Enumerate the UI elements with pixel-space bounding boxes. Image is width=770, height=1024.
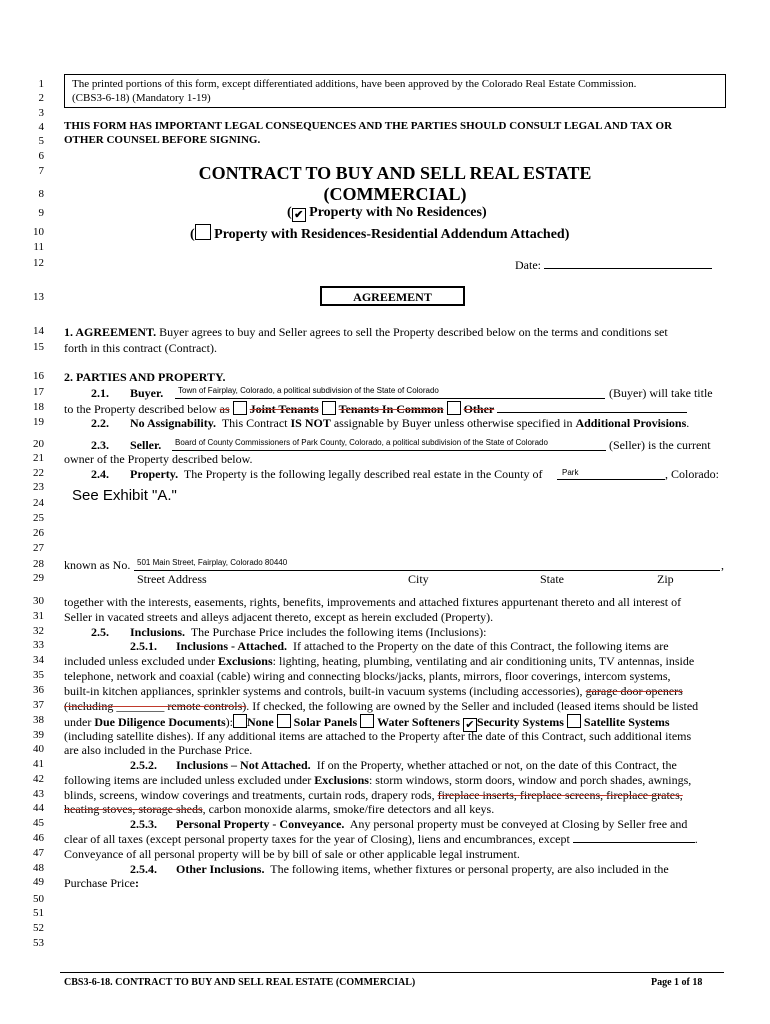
section-2-4-end: , Colorado: [665, 467, 719, 481]
fireplace-items-struck: fireplace inserts, fireplace screens, fireplace grates, [437, 788, 683, 802]
line-47: Conveyance of all personal property will be by bill of sale or other applicable legal instrument. [64, 847, 520, 861]
line-number: 48 [33, 862, 44, 874]
line-number: 38 [33, 714, 44, 726]
other-checkbox[interactable] [447, 401, 461, 415]
due-diligence-ref: Due Diligence Documents [94, 715, 226, 729]
joint-tenants-checkbox[interactable] [233, 401, 247, 415]
line-number: 35 [33, 669, 44, 681]
other-label: Other [463, 402, 495, 416]
exclusions-ref-2: Exclusions [314, 773, 369, 787]
line-number: 40 [33, 743, 44, 755]
line-number: 49 [33, 876, 44, 888]
section-2-2-text-a: This Contract [221, 416, 288, 430]
line-49-colon: : [134, 876, 139, 890]
address-comma: , [721, 558, 724, 572]
line-number: 36 [33, 684, 44, 696]
line-number: 1 [38, 78, 44, 90]
section-2-5-label: Inclusions. [130, 625, 186, 639]
option-with-residences-label: Property with Residences-Residential Addendum Attached) [214, 227, 570, 242]
section-2-5-1-label: Inclusions - Attached. [176, 639, 288, 653]
line-number: 26 [33, 527, 44, 539]
commission-notice-line1: The printed portions of this form, except differentiated additions, have been approved by the Colorado Real Estate Commission. [72, 78, 637, 90]
section-2-4-text [130, 467, 542, 481]
line-number: 46 [33, 832, 44, 844]
warning-line2: OTHER COUNSEL BEFORE SIGNING. [64, 134, 261, 146]
line-34-b: : lighting, heating, plumbing, ventilating and air conditioning units, TV antennas, inside [272, 654, 695, 668]
line-42-a: following items are included unless excluded under [64, 773, 312, 787]
line-number: 12 [33, 257, 44, 269]
line-42 [64, 773, 691, 787]
no-residences-checkbox[interactable]: ✔ [292, 208, 306, 222]
line-number: 15 [33, 341, 44, 353]
line-49-a: Purchase Price [64, 876, 135, 890]
section-2-4-label: Property. [130, 467, 179, 481]
warning-line1: THIS FORM HAS IMPORTANT LEGAL CONSEQUENCES AND THE PARTIES SHOULD CONSULT LEGAL AND TAX OR [64, 120, 673, 132]
line-36-a: built-in kitchen appliances, sprinkler systems and controls, built-in vacuum systems (including accessories), [64, 684, 583, 698]
other-input[interactable] [497, 402, 687, 413]
line-39: (including satellite dishes). If any additional items are attached to the Property after the date of this Contract, such additional items [64, 729, 692, 743]
known-as-label: known as No. [64, 558, 131, 572]
garage-door-openers-struck: garage door openers [585, 684, 683, 698]
personal-property-except-input[interactable] [573, 832, 695, 843]
section-1-heading: 1. AGREEMENT. [64, 325, 157, 339]
none-checkbox[interactable] [233, 714, 247, 728]
line-number: 50 [33, 893, 44, 905]
line-number: 19 [33, 416, 44, 428]
line-number: 45 [33, 817, 44, 829]
line-number: 31 [33, 610, 44, 622]
line-number: 53 [33, 937, 44, 949]
additional-provisions-ref: Additional Provisions [575, 416, 687, 430]
water-softeners-label: Water Softeners [377, 715, 460, 729]
zip-label: Zip [657, 572, 674, 586]
joint-tenants-label: Joint Tenants [249, 402, 319, 416]
section-2-5-3-body: Any personal property must be conveyed at Closing by Seller free and [349, 817, 688, 831]
section-2-5-1-num: 2.5.1. [130, 639, 157, 653]
line-number: 52 [33, 922, 44, 934]
line-36 [64, 684, 683, 698]
section-2-1-line2-text: to the Property described below [64, 402, 217, 416]
line-number: 5 [38, 135, 44, 147]
footer-form-id: CBS3-6-18. CONTRACT TO BUY AND SELL REAL ESTATE (COMMERCIAL) [64, 977, 416, 988]
line-number: 41 [33, 758, 44, 770]
line-number: 20 [33, 438, 44, 450]
water-softeners-checkbox[interactable] [360, 714, 374, 728]
date-input[interactable] [544, 257, 712, 269]
line-34-a: included unless excluded under [64, 654, 215, 668]
line-number: 11 [33, 241, 44, 253]
section-2-5-1-body: If attached to the Property on the date of this Contract, the following items are [293, 639, 669, 653]
agreement-heading: AGREEMENT [353, 290, 432, 304]
property-para-line1: together with the interests, easements, rights, benefits, improvements and attached fixtures appurtenant thereto and all interest of [64, 595, 682, 609]
section-2-2-text-b: assignable by Buyer unless otherwise specified in [333, 416, 573, 430]
line-number: 37 [33, 699, 44, 711]
line-number: 22 [33, 467, 44, 479]
section-2-1-line2 [64, 401, 687, 416]
section-2-5-2-body: If on the Property, whether attached or not, on the date of this Contract, the [316, 758, 677, 772]
section-2-5-num: 2.5. [91, 625, 109, 639]
stoves-sheds-struck: heating stoves, storage sheds [64, 802, 203, 816]
line-49 [64, 876, 139, 890]
line-number: 13 [33, 291, 44, 303]
exclusions-ref-1: Exclusions [217, 654, 273, 668]
line-number: 16 [33, 370, 44, 382]
line-number: 32 [33, 625, 44, 637]
line-number: 6 [38, 150, 44, 162]
line-number: 47 [33, 847, 44, 859]
property-para-line2: Seller in vacated streets and alleys adjacent thereto, except as herein excluded (Property). [64, 610, 494, 624]
solar-panels-checkbox[interactable] [277, 714, 291, 728]
section-2-3-num: 2.3. [91, 438, 109, 452]
line-44-b: , carbon monoxide alarms, smoke/fire detectors and all keys. [202, 802, 495, 816]
section-2-5-2-label: Inclusions – Not Attached. [176, 758, 311, 772]
line-number: 39 [33, 729, 44, 741]
section-2-5-4-body: The following items, whether fixtures or personal property, are also included in the [270, 862, 669, 876]
is-not-text: IS NOT [290, 416, 331, 430]
section-2-5-4-num: 2.5.4. [130, 862, 157, 876]
line-43-a: blinds, screens, window coverings and treatments, curtain rods, drapery rods, [64, 788, 435, 802]
tenants-in-common-checkbox[interactable] [322, 401, 336, 415]
section-2-2-num: 2.2. [91, 416, 109, 430]
section-2-1-num: 2.1. [91, 386, 109, 400]
option-no-residences-label: Property with No Residences) [309, 205, 487, 220]
section-2-5-2-num: 2.5.2. [130, 758, 157, 772]
none-label: None [247, 715, 274, 729]
contract-title: CONTRACT TO BUY AND SELL REAL ESTATE [198, 163, 592, 183]
section-2-1-label: Buyer. [130, 386, 164, 400]
line-number: 28 [33, 558, 44, 570]
line-37-b: . If checked, the following are owned by the Seller and included (leased items should be listed [246, 699, 699, 713]
line-number: 30 [33, 595, 44, 607]
date-field [515, 257, 712, 272]
line-number: 43 [33, 788, 44, 800]
satellite-systems-label: Satellite Systems [583, 715, 670, 729]
line-38: under Due Diligence Documents): None Solar Panels Water Softeners ✔ Security Systems Satellite Systems [64, 715, 670, 731]
line-number: 18 [33, 401, 44, 413]
line-number: 44 [33, 802, 44, 814]
section-2-5-2-text [176, 758, 677, 772]
section-2-3-end: (Seller) is the current [609, 438, 711, 452]
address-value: 501 Main Street, Fairplay, Colorado 80440 [137, 558, 288, 567]
section-2-5-1-text [176, 639, 669, 653]
line-number: 4 [38, 121, 44, 133]
line-34 [64, 654, 694, 668]
remote-controls-struck: (including ________ remote controls) [64, 699, 247, 713]
section-2-2-label: No Assignability. [130, 416, 217, 430]
option-with-residences: ( Property with Residences-Residential Addendum Attached) [190, 224, 569, 243]
exhibit-reference: See Exhibit "A." [72, 487, 177, 504]
solar-panels-label: Solar Panels [293, 715, 358, 729]
section-1-line2: forth in this contract (Contract). [64, 341, 217, 355]
section-2-5-3-label: Personal Property - Conveyance. [176, 817, 345, 831]
state-label: State [540, 572, 564, 586]
section-2-3-line2: owner of the Property described below. [64, 452, 253, 466]
option-no-residences: ( ✔ Property with No Residences) [287, 205, 487, 221]
security-systems-checkbox[interactable]: ✔ [463, 718, 477, 732]
as-struck: as [219, 402, 230, 416]
line-46-text: clear of all taxes (except personal property taxes for the year of Closing), liens and encumbrances, except [64, 832, 570, 846]
date-label: Date: [515, 258, 541, 272]
street-address-label: Street Address [137, 572, 207, 586]
county-value: Park [562, 468, 579, 477]
section-2-4-body: The Property is the following legally described real estate in the County of [183, 467, 543, 481]
section-2-4-num: 2.4. [91, 467, 109, 481]
section-2-2-text: No Assignability. This Contract IS NOT assignable by Buyer unless otherwise specified in Additional Provisions. [130, 416, 690, 430]
contract-subtitle: (COMMERCIAL) [323, 184, 467, 204]
line-44 [64, 802, 494, 816]
line-number: 7 [38, 165, 44, 177]
line-42-b: : storm windows, storm doors, window and porch shades, awnings, [368, 773, 692, 787]
security-systems-label: Security Systems [476, 715, 564, 729]
section-2-5-3-num: 2.5.3. [130, 817, 157, 831]
section-2-1-end: (Buyer) will take title [609, 386, 713, 400]
line-38-a: under [64, 715, 92, 729]
section-2-5-4-label: Other Inclusions. [176, 862, 265, 876]
section-2-5-text [130, 625, 486, 639]
line-number: 17 [33, 386, 44, 398]
section-2-5-body: The Purchase Price includes the following items (Inclusions): [190, 625, 487, 639]
line-number: 24 [33, 497, 44, 509]
line-number: 9 [38, 207, 44, 219]
line-number: 51 [33, 907, 44, 919]
buyer-value: Town of Fairplay, Colorado, a political subdivision of the State of Colorado [178, 386, 439, 395]
line-46: clear of all taxes (except personal property taxes for the year of Closing), liens and encumbrances, except . [64, 832, 698, 846]
line-number: 33 [33, 639, 44, 651]
section-1-text: Buyer agrees to buy and Seller agrees to sell the Property described below on the terms and conditions set [159, 325, 668, 339]
line-37 [64, 699, 698, 713]
line-number: 8 [38, 188, 44, 200]
line-number: 27 [33, 542, 44, 554]
footer-page-number: Page 1 of 18 [651, 977, 703, 988]
section-2-heading: 2. PARTIES AND PROPERTY. [64, 370, 226, 384]
line-40: are also included in the Purchase Price. [64, 743, 253, 757]
line-number: 3 [38, 107, 44, 119]
satellite-systems-checkbox[interactable] [567, 714, 581, 728]
line-number: 2 [38, 92, 44, 104]
line-number: 34 [33, 654, 44, 666]
tenants-in-common-label: Tenants In Common [338, 402, 444, 416]
commission-notice-line2: (CBS3-6-18) (Mandatory 1-19) [72, 92, 211, 104]
line-35: telephone, network and coaxial (cable) wiring and connecting blocks/jacks, plants, mirrors, floor coverings, intercom systems, [64, 669, 671, 683]
line-number: 10 [33, 226, 44, 238]
section-2-3-label: Seller. [130, 438, 162, 452]
line-number: 25 [33, 512, 44, 524]
line-number: 23 [33, 481, 44, 493]
section-2-5-3-text [176, 817, 687, 831]
line-number: 14 [33, 325, 44, 337]
footer-rule [60, 972, 724, 973]
line-number: 42 [33, 773, 44, 785]
section-1-line1 [64, 325, 668, 339]
with-residences-checkbox[interactable] [195, 224, 211, 240]
line-number: 29 [33, 572, 44, 584]
line-43 [64, 788, 683, 802]
line-number: 21 [33, 452, 44, 464]
city-label: City [408, 572, 429, 586]
section-2-5-4-text [176, 862, 669, 876]
seller-value: Board of County Commissioners of Park County, Colorado, a political subdivision of the State of Colorado [175, 438, 548, 447]
